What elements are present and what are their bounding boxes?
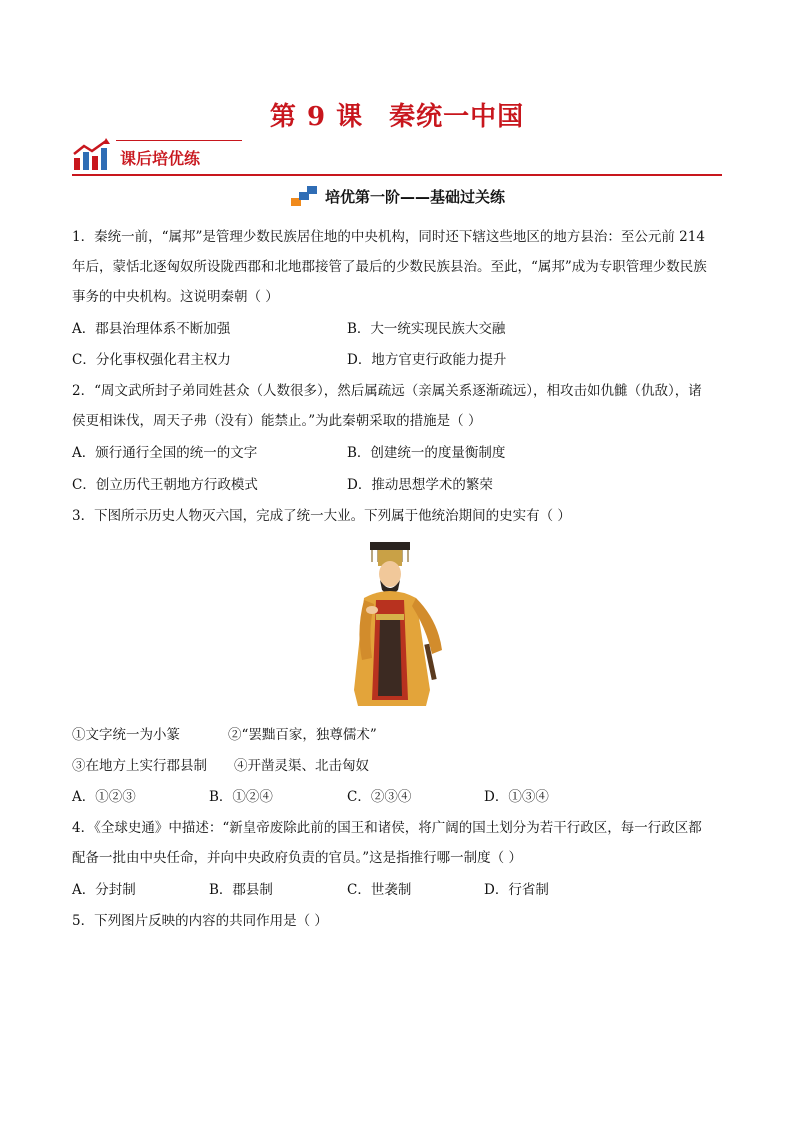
- q3-statement-2: ②“罢黜百家，独尊儒术”: [228, 727, 377, 743]
- header-top-rule: [116, 140, 242, 141]
- q1-stem: [72, 222, 724, 312]
- lesson-name: 秦统一中国: [389, 102, 525, 132]
- q1-line: 年后，蒙恬北逐匈奴所设陇西郡和北地郡接管了最后的少数民族县治。至此，“属邦”成为专职管理少数民族: [72, 259, 707, 275]
- q5-stem: [72, 906, 724, 936]
- q3-statement-3: ③在地方上实行郡县制: [72, 758, 207, 774]
- q1-option-a[interactable]: A．郡县治理体系不断加强: [72, 321, 231, 337]
- steps-icon: [289, 184, 319, 208]
- q2-stem: [72, 376, 724, 436]
- q4-option-d[interactable]: D．行省制: [484, 882, 549, 898]
- header-divider: [72, 174, 722, 176]
- q3-line: 3．下图所示历史人物灭六国，完成了统一大业。下列属于他统治期间的史实有（ ）: [72, 508, 571, 524]
- qin-shi-huang-portrait: [342, 540, 454, 708]
- q1-line: 1．秦统一前，“属邦”是管理少数民族居住地的中央机构，同时还下辖这些地区的地方县治：至公元前 214: [72, 229, 705, 245]
- q2-option-d[interactable]: D．推动思想学术的繁荣: [347, 477, 493, 493]
- q3-option-b[interactable]: B．①②④: [209, 789, 273, 805]
- q1-option-d[interactable]: D．地方官吏行政能力提升: [347, 352, 507, 368]
- q4-option-b[interactable]: B．郡县制: [209, 882, 273, 898]
- q1-line: 事务的中央机构。这说明秦朝（ ）: [72, 289, 279, 305]
- q3-option-a[interactable]: A．①②③: [72, 789, 136, 805]
- q2-option-b[interactable]: B．创建统一的度量衡制度: [347, 445, 506, 461]
- q3-statement-4: ④开凿灵渠、北击匈奴: [234, 758, 369, 774]
- q4-line: 配备一批由中央任命，并向中央政府负责的官员。”这是指推行哪一制度（ ）: [72, 850, 522, 866]
- q3-option-c[interactable]: C．②③④: [347, 789, 412, 805]
- q4-option-a[interactable]: A．分封制: [72, 882, 136, 898]
- q3-stem: [72, 501, 724, 531]
- q2-option-c[interactable]: C．创立历代王朝地方行政模式: [72, 477, 258, 493]
- stage-header: [0, 184, 794, 212]
- section-label: 课后培优练: [120, 149, 201, 168]
- q1-option-c[interactable]: C．分化事权强化君主权力: [72, 352, 231, 368]
- q2-line: 侯更相诛伐，周天子弗（没有）能禁止。”为此秦朝采取的措施是（ ）: [72, 413, 482, 429]
- lesson-number: 第 9 课: [269, 102, 364, 132]
- q5-line: 5．下列图片反映的内容的共同作用是（ ）: [72, 913, 328, 929]
- q4-line: 4．《全球史通》中描述：“新皇帝废除此前的国王和诸侯，将广阔的国土划分为若干行政区，每一行政区都: [72, 820, 702, 836]
- q3-option-d[interactable]: D．①③④: [484, 789, 549, 805]
- q2-option-a[interactable]: A．颁行通行全国的统一的文字: [72, 445, 258, 461]
- section-header: [72, 136, 722, 176]
- q4-option-c[interactable]: C．世袭制: [347, 882, 412, 898]
- stage-title: 培优第一阶——基础过关练: [324, 187, 505, 206]
- q4-stem: [72, 813, 724, 873]
- lesson-title: [0, 96, 794, 133]
- q1-option-b[interactable]: B．大一统实现民族大交融: [347, 321, 506, 337]
- q3-statement-1: ①文字统一为小篆: [72, 727, 180, 743]
- q2-line: 2．“周文武所封子弟同姓甚众（人数很多），然后属疏远（亲属关系逐渐疏远），相攻击如仇雠（仇敌），诸: [72, 383, 702, 399]
- growth-chart-icon: [72, 138, 112, 172]
